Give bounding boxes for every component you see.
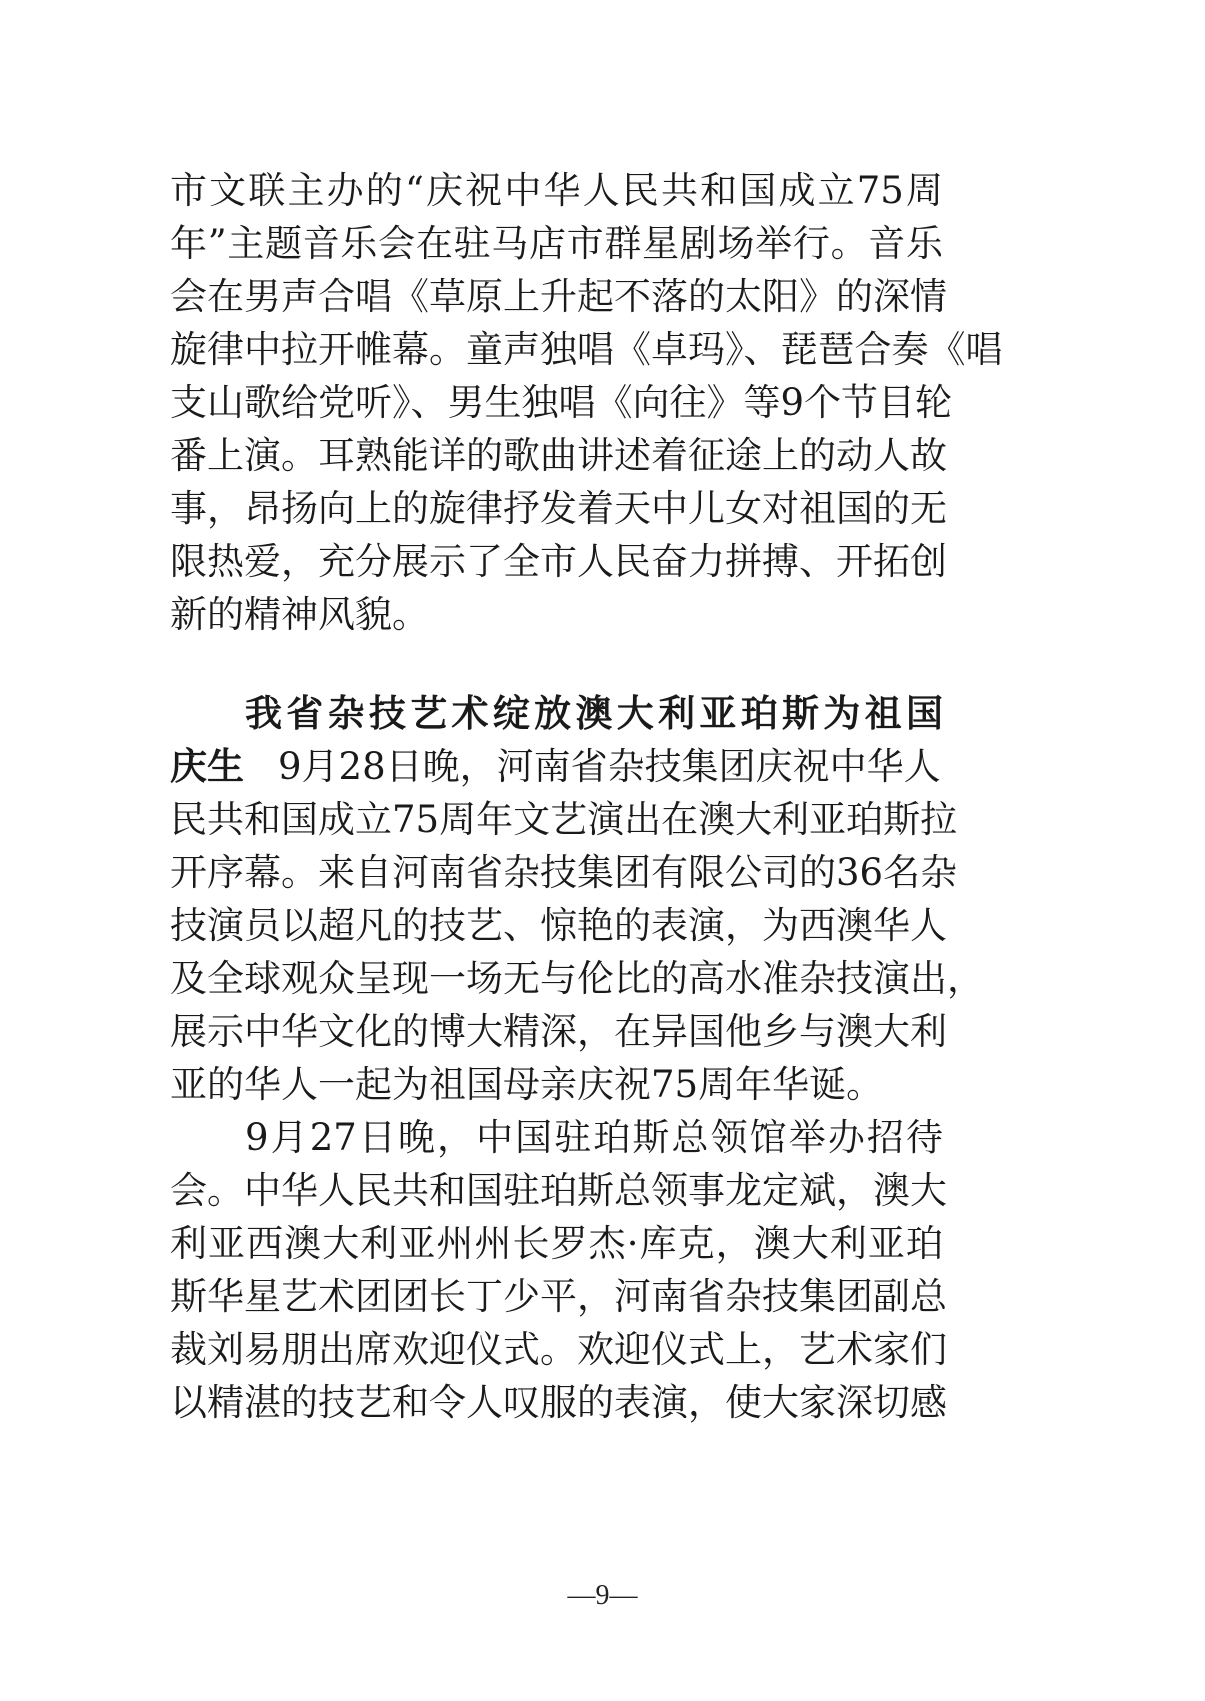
article-lead: 9月28日晚，河南省杂技集团庆祝中华人 [278,745,941,788]
text-line: 技演员以超凡的技艺、惊艳的表演，为西澳华人 [170,904,947,947]
text-line: 支山歌给党听》、男生独唱《向往》等9个节目轮 [170,381,953,424]
article-headline-end: 庆生 [170,745,244,788]
text-line: 开序幕。来自河南省杂技集团有限公司的36名杂 [170,851,958,894]
text-line: 年”主题音乐会在驻马店市群星剧场举行。音乐 [170,222,943,265]
text-line: 番上演。耳熟能详的歌曲讲述着征途上的动人故 [170,434,947,477]
text-line: 会在男声合唱《草原上升起不落的太阳》的深情 [170,275,947,318]
article-headline: 我省杂技艺术绽放澳大利亚珀斯为祖国 [245,692,943,735]
text-line: 亚的华人一起为祖国母亲庆祝75周年华诞。 [170,1063,884,1106]
text-line: 利亚西澳大利亚州州长罗杰·库克，澳大利亚珀 [170,1222,943,1265]
text-line: 裁刘易朋出席欢迎仪式。欢迎仪式上，艺术家们 [170,1328,947,1371]
text-line: 旋律中拉开帷幕。童声独唱《卓玛》、琵琶合奏《唱 [170,328,1003,371]
text-line: 限热爱，充分展示了全市人民奋力拼搏、开拓创 [170,540,947,583]
text-line: 及全球观众呈现一场无与伦比的高水准杂技演出， [170,957,984,1000]
text-line: 9月27日晚，中国驻珀斯总领馆举办招待 [245,1116,943,1159]
page-number: —9— [567,1580,638,1611]
text-line: 新的精神风貌。 [170,593,429,636]
text-line: 会。中华人民共和国驻珀斯总领事龙定斌，澳大 [170,1169,947,1212]
text-line: 斯华星艺术团团长丁少平，河南省杂技集团副总 [170,1275,947,1318]
text-line: 展示中华文化的博大精深，在异国他乡与澳大利 [170,1010,947,1053]
text-line: 民共和国成立75周年文艺演出在澳大利亚珀斯拉 [170,798,958,841]
text-line: 以精湛的技艺和令人叹服的表演，使大家深切感 [170,1381,947,1424]
text-line: 市文联主办的“庆祝中华人民共和国成立75周 [170,169,943,212]
text-line: 事，昂扬向上的旋律抒发着天中儿女对祖国的无 [170,487,947,530]
